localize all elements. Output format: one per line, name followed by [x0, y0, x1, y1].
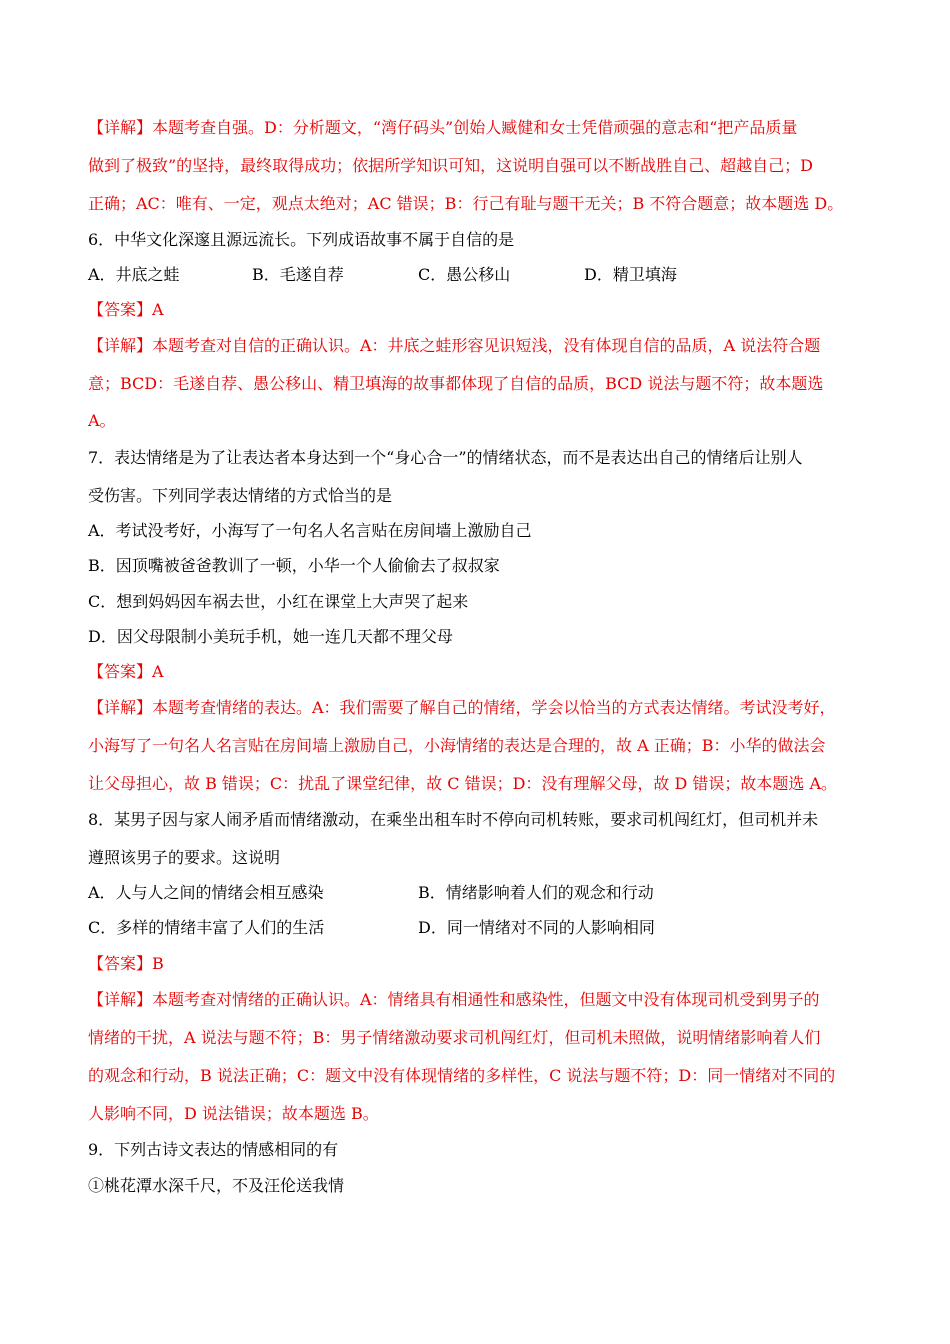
- q5-detail-line-2: 做到了极致”的坚持，最终取得成功；依据所学知识可知，这说明自强可以不断战胜自己、超越自己；D: [88, 156, 814, 175]
- q7-option-d: D．因父母限制小美玩手机，她一连几天都不理父母: [88, 627, 453, 646]
- q8-option-b: B．情绪影响着人们的观念和行动: [418, 883, 654, 902]
- q8-stem-line-1: 8．某男子因与家人闹矛盾而情绪激动，在乘坐出租车时不停向司机转账，要求司机闯红灯，但司机并未: [88, 810, 819, 829]
- q8-detail-line-4: 人影响不同，D 说法错误；故本题选 B。: [88, 1104, 379, 1123]
- q7-detail-line-3: 让父母担心，故 B 错误；C：扰乱了课堂纪律，故 C 错误；D：没有理解父母，故 D 错误；故本题选 A。: [88, 774, 838, 793]
- q6-option-b: B．毛遂自荐: [252, 265, 344, 284]
- q8-detail-line-3: 的观念和行动，B 说法正确；C：题文中没有体现情绪的多样性，C 说法与题不符；D：同一情绪对不同的: [88, 1066, 836, 1085]
- q8-answer: 【答案】B: [88, 954, 164, 973]
- q5-detail-line-1: 【详解】本题考查自强。D：分析题文，“湾仔码头”创始人臧健和女士凭借顽强的意志和“把产品质量: [88, 118, 798, 137]
- q8-option-c: C．多样的情绪丰富了人们的生活: [88, 918, 325, 937]
- q7-detail-line-1: 【详解】本题考查情绪的表达。A：我们需要了解自己的情绪，学会以恰当的方式表达情绪。考试没考好，: [88, 698, 836, 717]
- q7-stem-line-1: 7．表达情绪是为了让表达者本身达到一个“身心合一”的情绪状态，而不是表达出自己的情绪后让别人: [88, 448, 803, 467]
- q8-option-a: A．人与人之间的情绪会相互感染: [88, 883, 324, 902]
- q9-item-1: ①桃花潭水深千尺，不及汪伦送我情: [88, 1176, 345, 1195]
- q7-detail-line-2: 小海写了一句名人名言贴在房间墙上激励自己，小海情绪的表达是合理的，故 A 正确；B：小华的做法会: [88, 736, 826, 755]
- q7-option-b: B．因顶嘴被爸爸教训了一顿，小华一个人偷偷去了叔叔家: [88, 556, 500, 575]
- q6-answer: 【答案】A: [88, 300, 164, 319]
- q7-answer: 【答案】A: [88, 662, 164, 681]
- q8-detail-line-2: 情绪的干扰，A 说法与题不符；B：男子情绪激动要求司机闯红灯，但司机未照做，说明情绪影响着人们: [88, 1028, 821, 1047]
- q6-stem: 6．中华文化深邃且源远流长。下列成语故事不属于自信的是: [88, 230, 515, 249]
- q6-detail-line-2: 意；BCD：毛遂自荐、愚公移山、精卫填海的故事都体现了自信的品质，BCD 说法与题不符；故本题选: [88, 374, 824, 393]
- q6-detail-line-1: 【详解】本题考查对自信的正确认识。A：井底之蛙形容见识短浅，没有体现自信的品质，A 说法符合题: [88, 336, 821, 355]
- q7-stem-line-2: 受伤害。下列同学表达情绪的方式恰当的是: [88, 486, 393, 505]
- q6-option-c: C．愚公移山: [418, 265, 511, 284]
- q8-detail-line-1: 【详解】本题考查对情绪的正确认识。A：情绪具有相通性和感染性，但题文中没有体现司机受到男子的: [88, 990, 820, 1009]
- q6-option-a: A．井底之蛙: [88, 265, 180, 284]
- q5-detail-line-3: 正确；AC：唯有、一定，观点太绝对；AC 错误；B：行己有耻与题干无关；B 不符合题意；故本题选 D。: [88, 194, 844, 213]
- q6-detail-line-3: A。: [88, 411, 116, 430]
- q9-stem: 9．下列古诗文表达的情感相同的有: [88, 1140, 339, 1159]
- q7-option-c: C．想到妈妈因车祸去世，小红在课堂上大声哭了起来: [88, 592, 469, 611]
- q8-stem-line-2: 遵照该男子的要求。这说明: [88, 848, 281, 867]
- q6-option-d: D．精卫填海: [584, 265, 677, 284]
- q7-option-a: A．考试没考好，小海写了一句名人名言贴在房间墙上激励自己: [88, 521, 532, 540]
- q8-option-d: D．同一情绪对不同的人影响相同: [418, 918, 655, 937]
